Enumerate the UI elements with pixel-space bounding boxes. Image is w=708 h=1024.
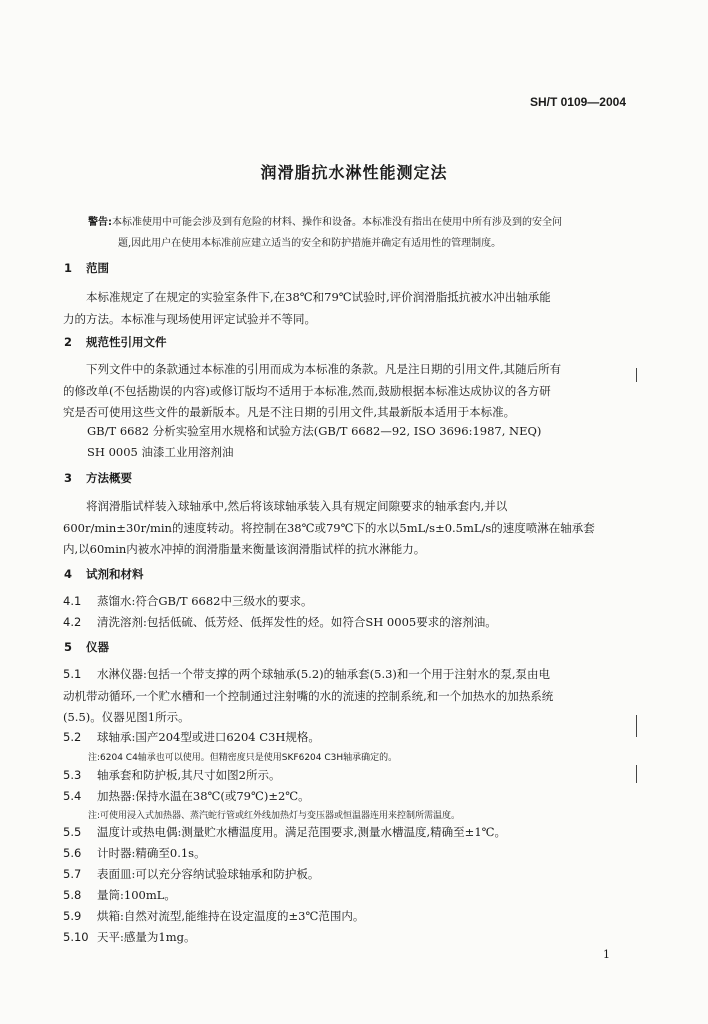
- item-text: :测量贮水槽温度用。满足范围要求,测量水槽温度,精确至±1℃。: [177, 825, 506, 839]
- paragraph-line: 的修改单(不包括勘误的内容)或修订版均不适用于本标准,然而,鼓励根据本标准达成协议的各方研: [63, 383, 551, 398]
- item-number: 5.4: [63, 789, 82, 803]
- paragraph-line: 内,以60min内被水冲掉的润滑脂量来衡量该润滑脂试样的抗水淋能力。: [63, 542, 426, 556]
- item-label: 清洗溶剂: [97, 615, 143, 629]
- item-label: 加热器: [97, 789, 132, 803]
- item-5-10: [63, 927, 633, 949]
- section-3-heading: [64, 470, 132, 486]
- section-number: 3: [64, 471, 73, 485]
- item-text: ,其尺寸如图2所示。: [177, 768, 281, 782]
- item-label: 量筒: [97, 888, 120, 902]
- section-2-paragraph: [63, 359, 633, 424]
- section-title: 试剂和材料: [86, 567, 144, 581]
- item-number: 5.9: [63, 909, 82, 923]
- item-label: 烘箱: [97, 909, 120, 923]
- section-3-paragraph: [63, 496, 633, 561]
- note-bearing: 注:6204 C4轴承也可以使用。但精密度只是使用SKF6204 C3H轴承确定的。: [88, 753, 398, 763]
- reference-sh-0005: SH 0005 油漆工业用溶剂油: [87, 445, 234, 459]
- item-5-8: [63, 885, 633, 907]
- item-text: (5.5)。仪器见图1所示。: [63, 710, 190, 724]
- section-title: 仪器: [86, 640, 109, 654]
- paragraph-line: 600r/min±30r/min的速度转动。将控制在38℃或79℃下的水以5mL/s±0.5mL/s的速度喷淋在轴承套: [63, 520, 595, 535]
- item-number: 5.8: [63, 888, 82, 902]
- item-text: :感量为1mg。: [120, 930, 196, 944]
- section-1-heading: [64, 260, 109, 276]
- item-label: 天平: [97, 930, 120, 944]
- scan-margin-mark: [636, 715, 637, 737]
- item-number: 5.7: [63, 867, 82, 881]
- item-number: 5.3: [63, 768, 82, 782]
- warning-line-2: 题,因此用户在使用本标准前应建立适当的安全和防护措施并确定有适用性的管理制度。: [118, 238, 502, 249]
- section-title: 规范性引用文件: [86, 335, 167, 349]
- standard-code: SH/T 0109—2004: [529, 95, 626, 109]
- item-label: 表面皿: [97, 867, 132, 881]
- warning-label: 警告:: [88, 217, 112, 228]
- item-5-3: [63, 765, 633, 787]
- item-5-6: [63, 843, 633, 865]
- section-number: 4: [64, 567, 73, 581]
- item-5-5: [63, 822, 633, 844]
- item-text: :精确至0.1s。: [131, 846, 206, 860]
- paragraph-line: 将润滑脂试样装入球轴承中,然后将该球轴承装入具有规定间隙要求的轴承套内,并以: [86, 499, 508, 513]
- item-text: :可以充分容纳试验球轴承和防护板。: [131, 867, 320, 881]
- scan-margin-mark: [636, 765, 637, 783]
- section-4-heading: [64, 566, 144, 582]
- item-text: :国产204型或进口6204 C3H规格。: [131, 730, 320, 744]
- warning-line-1: 本标准使用中可能会涉及到有危险的材料、操作和设备。本标准没有指出在使用中所有涉及到的安全问: [112, 217, 562, 228]
- section-title: 范围: [86, 261, 109, 275]
- section-number: 1: [64, 261, 73, 275]
- paragraph-line: 究是否可使用这些文件的最新版本。凡是不注日期的引用文件,其最新版本适用于本标准。: [63, 405, 516, 419]
- item-text: :包括一个带支撑的两个球轴承(5.2)的轴承套(5.3)和一个用于注射水的泵,泵由电: [143, 667, 551, 681]
- paragraph-line: 本标准规定了在规定的实验室条件下,在38℃和79℃试验时,评价润滑脂抵抗被水冲出轴承能: [86, 290, 551, 304]
- item-number: 5.2: [63, 730, 82, 744]
- section-2-heading: [64, 334, 167, 350]
- note-heater: 注:可使用浸入式加热器、蒸汽蛇行管或红外线加热灯与变压器或恒温器连用来控制所需温度。: [88, 811, 461, 821]
- item-number: 5.5: [63, 825, 82, 839]
- warning-block: [88, 212, 628, 254]
- item-label: 水淋仪器: [97, 667, 143, 681]
- section-title: 方法概要: [86, 471, 132, 485]
- item-text: :保持水温在38℃(或79℃)±2℃。: [131, 789, 310, 803]
- item-5-7: [63, 864, 633, 886]
- item-4-2: [63, 612, 633, 634]
- section-number: 2: [64, 335, 73, 349]
- item-label: 温度计或热电偶: [97, 825, 178, 839]
- paragraph-line: 下列文件中的条款通过本标准的引用而成为本标准的条款。凡是注日期的引用文件,其随后所有: [86, 362, 562, 376]
- item-text: :符合GB/T 6682中三级水的要求。: [131, 594, 313, 608]
- item-number: 4.1: [63, 594, 82, 608]
- item-5-4: [63, 786, 633, 808]
- page-number: 1: [603, 948, 610, 961]
- item-5-2: [63, 727, 633, 749]
- document-title: 润滑脂抗水淋性能测定法: [260, 163, 448, 182]
- item-number: 5.1: [63, 667, 82, 681]
- item-5-9: [63, 906, 633, 928]
- section-5-heading: [64, 639, 109, 655]
- item-label: 计时器: [97, 846, 132, 860]
- item-number: 5.6: [63, 846, 82, 860]
- item-text: :100mL。: [120, 888, 176, 902]
- paragraph-line: 力的方法。本标准与现场使用评定试验并不等同。: [63, 311, 316, 326]
- section-1-paragraph: [63, 287, 633, 330]
- item-label: 球轴承: [97, 730, 132, 744]
- item-label: 蒸馏水: [97, 594, 132, 608]
- section-number: 5: [64, 640, 73, 654]
- item-text: :自然对流型,能维持在设定温度的±3℃范围内。: [120, 909, 365, 923]
- item-text: 动机带动循环,一个贮水槽和一个控制通过注射嘴的水的流速的控制系统,和一个加热水的加热系统: [63, 688, 554, 703]
- scan-margin-mark: [636, 368, 637, 382]
- item-4-1: [63, 591, 633, 613]
- item-number: 4.2: [63, 615, 82, 629]
- item-5-1: [63, 664, 633, 729]
- reference-gbt-6682: GB/T 6682 分析实验室用水规格和试验方法(GB/T 6682—92, ISO 3696:1987, NEQ): [87, 424, 542, 438]
- item-label: 轴承套和防护板: [97, 768, 178, 782]
- item-text: :包括低硫、低芳烃、低挥发性的烃。如符合SH 0005要求的溶剂油。: [143, 615, 497, 629]
- item-number: 5.10: [63, 930, 89, 944]
